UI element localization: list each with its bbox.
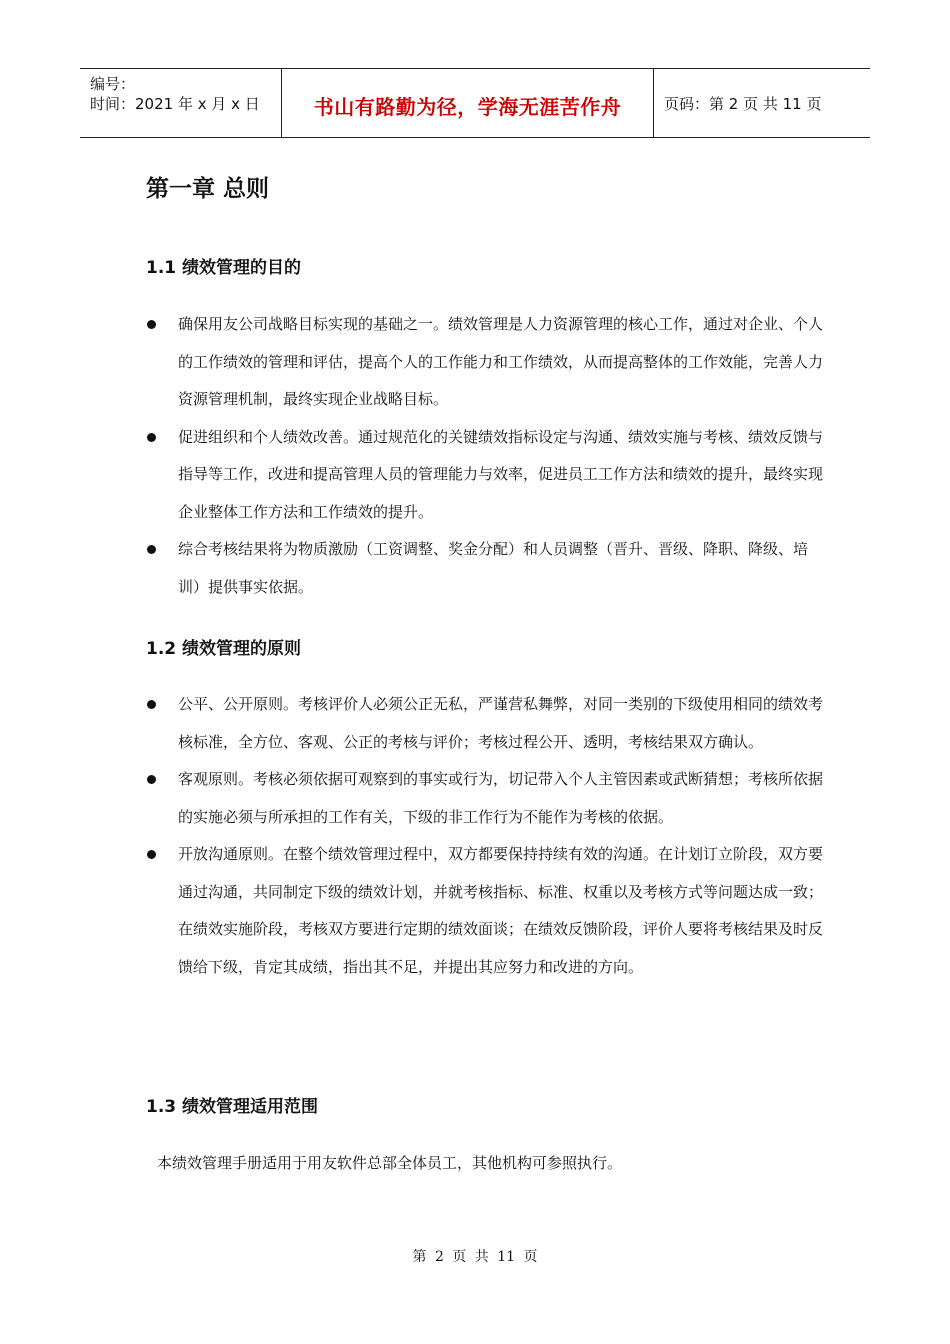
- bullet-text: 综合考核结果将为物质激励（工资调整、奖金分配）和人员调整（晋升、晋级、降职、降级、培训）提供事实依据。: [178, 540, 809, 596]
- document-id-label: 编号：: [90, 75, 136, 93]
- section-title-1-3: 1.3 绩效管理适用范围: [146, 1097, 319, 1117]
- section-1-2-bullets: [146, 686, 826, 986]
- header-motto: 书山有路勤为径，学海无涯苦作舟: [313, 95, 622, 119]
- page-footer: 第 2 页 共 11 页: [412, 1249, 538, 1265]
- bullet-item: [146, 686, 826, 761]
- bullet-text: 确保用友公司战略目标实现的基础之一。绩效管理是人力资源管理的核心工作，通过对企业、个人的工作绩效的管理和评估，提高个人的工作能力和工作绩效，从而提高整体的工作效能，完善人力资源管理机制，最终实现企业战略目标。: [178, 315, 824, 408]
- page-header: [80, 68, 870, 138]
- header-meta-cell: [80, 69, 282, 137]
- bullet-dot-icon: [147, 545, 156, 554]
- bullet-dot-icon: [147, 320, 156, 329]
- bullet-dot-icon: [147, 850, 156, 859]
- bullet-dot-icon: [147, 775, 156, 784]
- section-1-1-bullets: [146, 306, 826, 606]
- bullet-text: 促进组织和个人绩效改善。通过规范化的关键绩效指标设定与沟通、绩效实施与考核、绩效反馈与指导等工作，改进和提高管理人员的管理能力与效率，促进员工工作方法和绩效的提升，最终实现企业整体工作方法和工作绩效的提升。: [178, 427, 824, 521]
- section-title-1-2: 1.2 绩效管理的原则: [146, 639, 302, 659]
- bullet-item: [146, 836, 826, 986]
- bullet-text: 开放沟通原则。在整个绩效管理过程中，双方都要保持持续有效的沟通。在计划订立阶段，双方要通过沟通，共同制定下级的绩效计划，并就考核指标、标准、权重以及考核方式等问题达成一致；在绩效实施阶段，考核双方要进行定期的绩效面谈；在绩效反馈阶段，评价人要将考核结果及时反馈给下级，肯定其成绩，指出其不足，并提出其应努力和改进的方向。: [178, 845, 824, 976]
- bullet-text: 公平、公开原则。考核评价人必须公正无私，严谨营私舞弊，对同一类别的下级使用相同的绩效考核标准，全方位、客观、公正的考核与评价；考核过程公开、透明，考核结果双方确认。: [178, 695, 824, 751]
- header-page-number: 页码：第 2 页 共 11 页: [664, 95, 822, 113]
- bullet-item: [146, 531, 826, 606]
- bullet-item: [146, 306, 826, 419]
- bullet-text: 客观原则。考核必须依据可观察到的事实或行为，切记带入个人主管因素或武断猜想；考核所依据的实施必须与所承担的工作有关，下级的非工作行为不能作为考核的依据。: [178, 770, 824, 826]
- bullet-item: [146, 761, 826, 836]
- scope-paragraph: 本绩效管理手册适用于用友软件总部全体员工，其他机构可参照执行。: [157, 1154, 623, 1172]
- bullet-dot-icon: [147, 700, 156, 709]
- document-date-label: 时间：2021 年 x 月 x 日: [90, 95, 260, 113]
- header-motto-cell: [282, 69, 654, 137]
- header-page-cell: [654, 69, 870, 137]
- section-title-1-1: 1.1 绩效管理的目的: [146, 258, 302, 278]
- bullet-dot-icon: [147, 433, 156, 442]
- bullet-item: [146, 419, 826, 532]
- chapter-title: 第一章 总则: [146, 176, 270, 202]
